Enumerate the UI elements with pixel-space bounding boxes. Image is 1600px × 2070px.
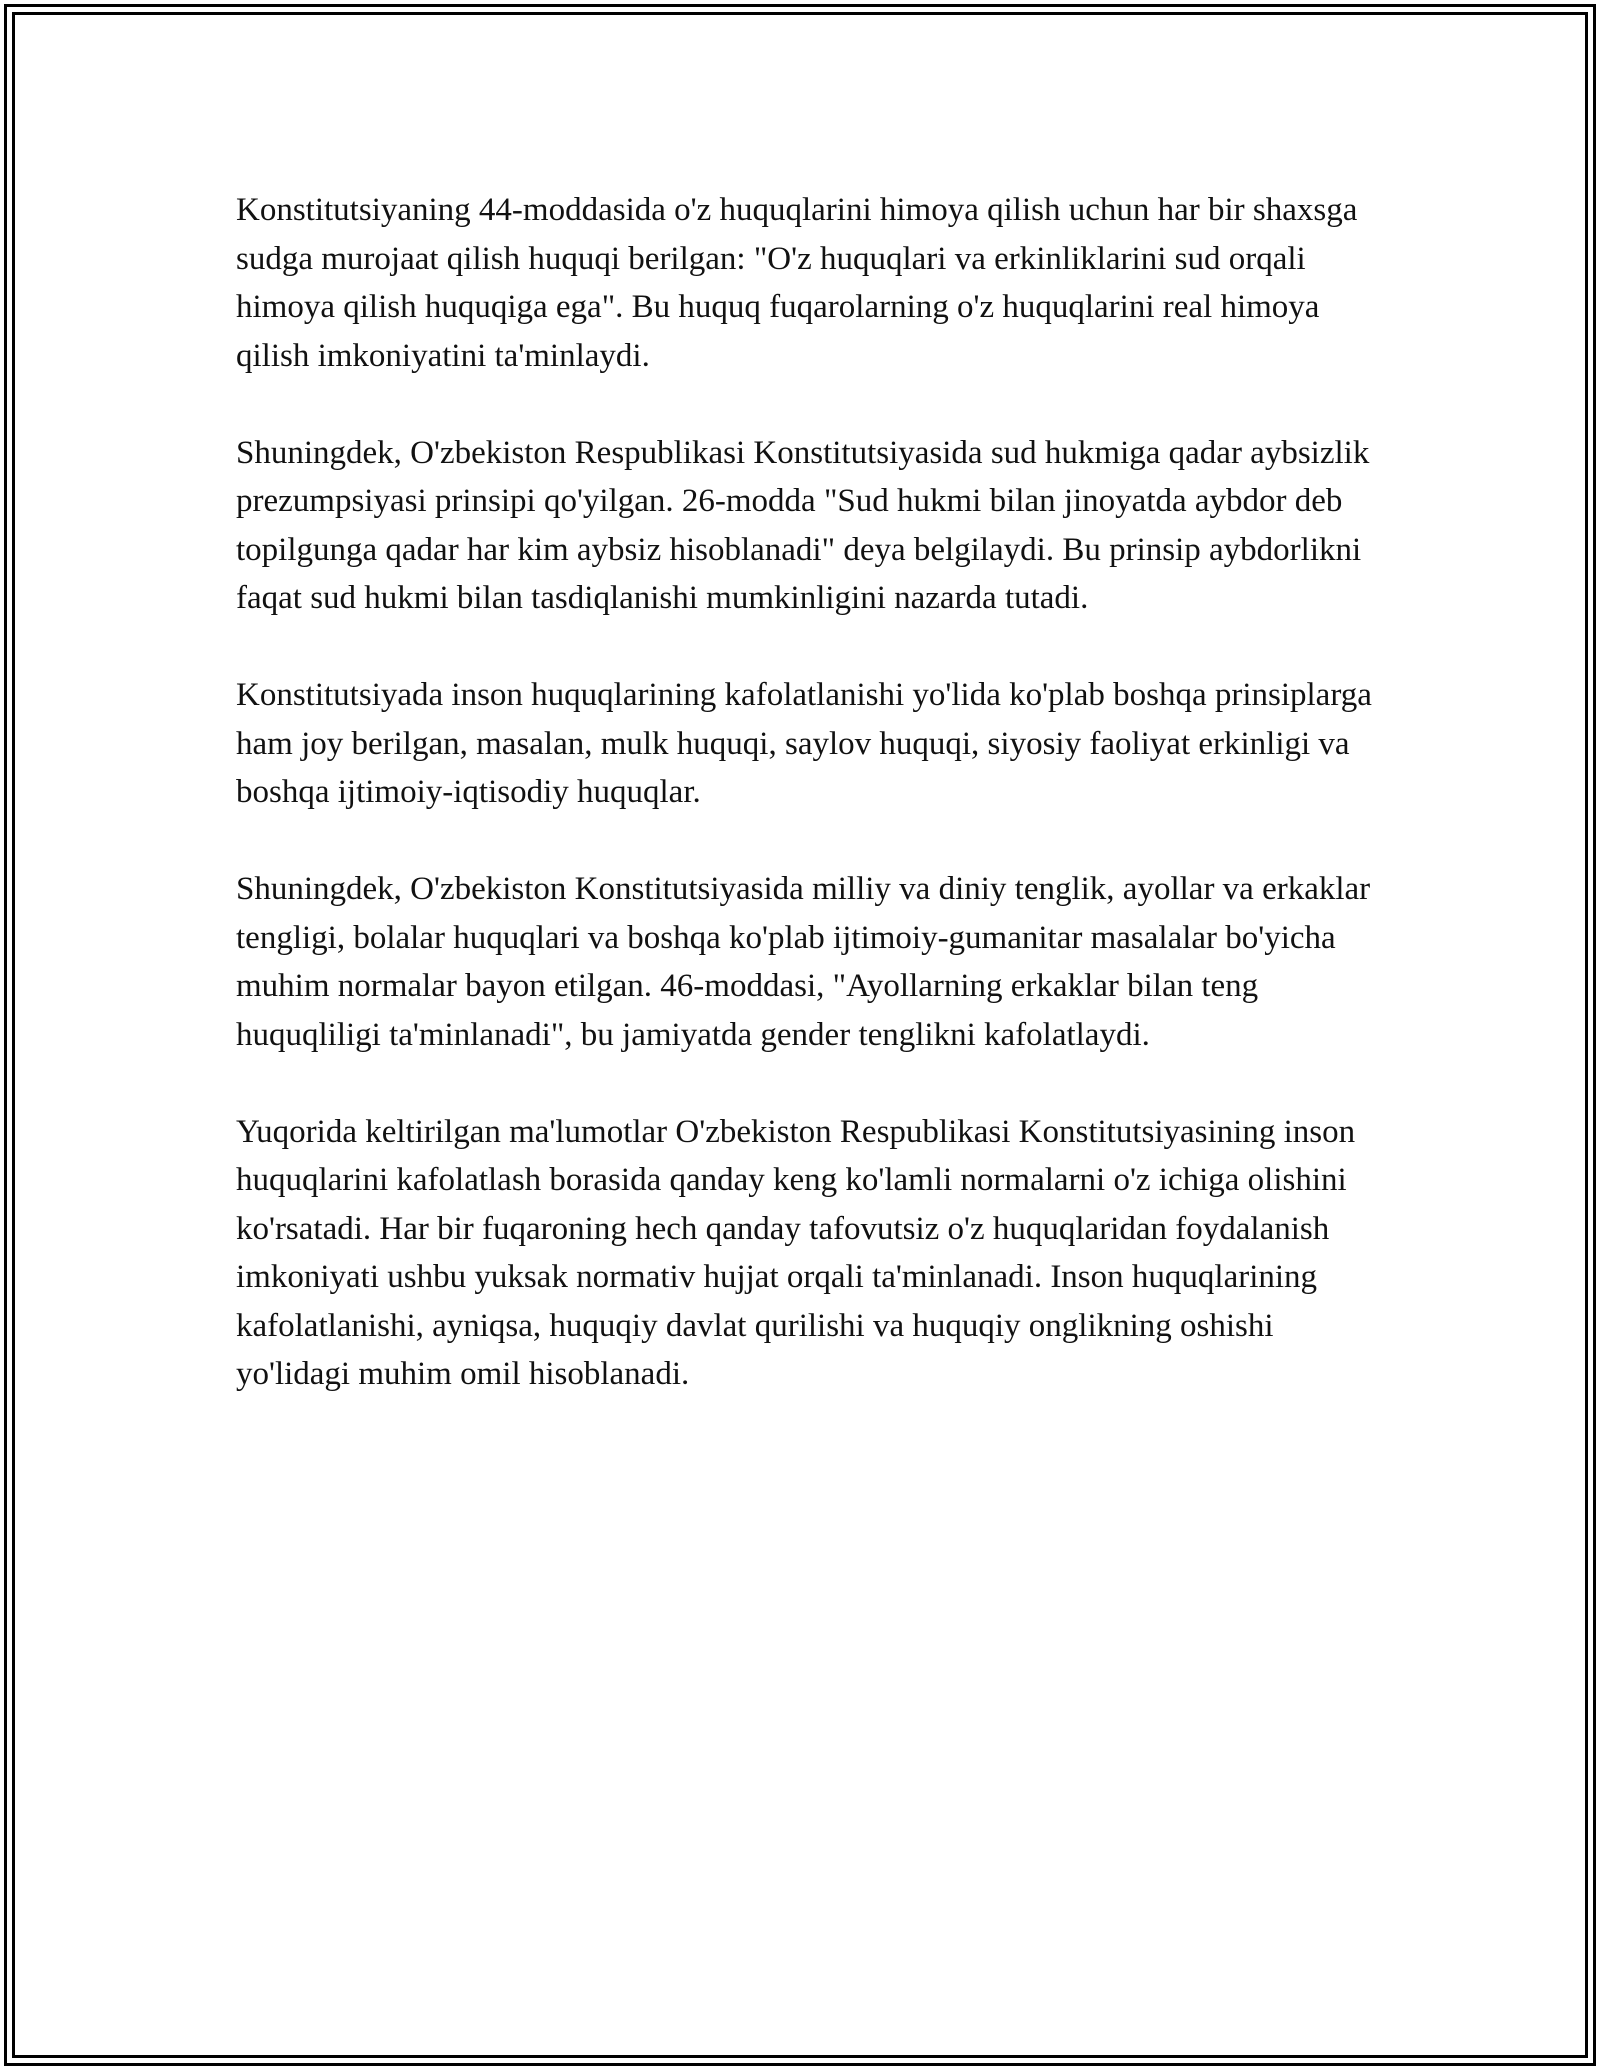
paragraph-3: Konstitutsiyada inson huquqlarining kafolatlanishi yo'lida ko'plab boshqa prinsiplarga ham joy berilgan, masalan, mulk huquqi, saylov huquqi, siyosiy faoliyat erkinligi va boshqa ijtimoiy-iqtisodiy huquqlar. — [236, 677, 1372, 810]
paragraph-2: Shuningdek, O'zbekiston Respublikasi Konstitutsiyasida sud hukmiga qadar aybsizlik prezumpsiyasi prinsipi qo'yilgan. 26-modda "Sud hukmi bilan jinoyatda aybdor deb topilgunga qadar har kim aybsiz hisoblanadi" deya belgilaydi. Bu prinsip aybdorlikni faqat sud hukmi bilan tasdiqlanishi mumkinligini nazarda tutadi. — [236, 434, 1370, 616]
paragraph-1: Konstitutsiyaning 44-moddasida o'z huquqlarini himoya qilish uchun har bir shaxsga sudga murojaat qilish huquqi berilgan: "O'z huquqlari va erkinliklarini sud orqali himoya qilish huquqiga ega". Bu huquq fuqarolarning o'z huquqlarini real himoya qilish imkoniyatini ta'minlaydi. — [236, 192, 1358, 374]
paragraph-4: Shuningdek, O'zbekiston Konstitutsiyasida milliy va diniy tenglik, ayollar va erkaklar tengligi, bolalar huquqlari va boshqa ko'plab ijtimoiy-gumanitar masalalar bo'yicha muhim normalar bayon etilgan. 46-moddasi, "Ayollarning erkaklar bilan teng huquqliligi ta'minlanadi", bu jamiyatda gender tenglikni kafolatlaydi. — [236, 871, 1371, 1053]
document-body — [236, 186, 1376, 1447]
paragraph-5: Yuqorida keltirilgan ma'lumotlar O'zbekiston Respublikasi Konstitutsiyasining inson huquqlarini kafolatlash borasida qanday keng ko'lamli normalarni o'z ichiga olishini ko'rsatadi. Har bir fuqaroning hech qanday tafovutsiz o'z huquqlaridan foydalanish imkoniyati ushbu yuksak normativ hujjat orqali ta'minlanadi. Inson huquqlarining kafolatlanishi, ayniqsa, huquqiy davlat qurilishi va huquqiy onglikning oshishi yo'lidagi muhim omil hisoblanadi. — [236, 1113, 1356, 1392]
